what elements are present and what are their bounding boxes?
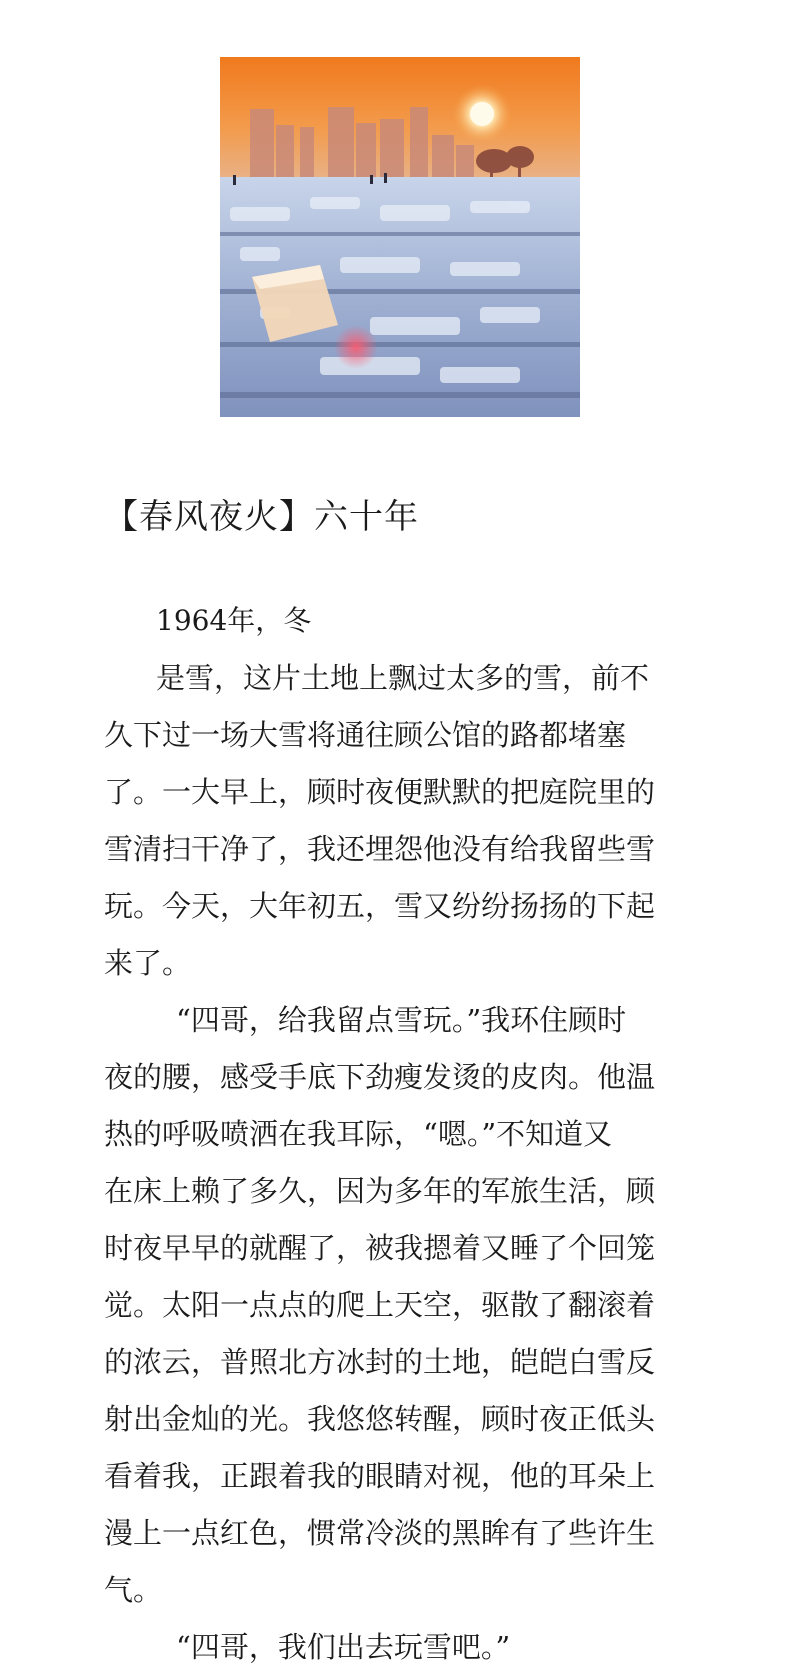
paragraph-line: “四哥，给我留点雪玩。”我环住顾时 <box>176 1003 627 1037</box>
paragraph-line: 来了。 <box>104 946 192 980</box>
paragraph-line: 在床上赖了多久，因为多年的军旅生活，顾 <box>104 1174 656 1208</box>
paragraph-line: 热的呼吸喷洒在我耳际，“嗯。”不知道又 <box>104 1117 613 1151</box>
paragraph-line: 久下过一场大雪将通往顾公馆的路都堵塞 <box>104 718 627 752</box>
paragraph-line: “四哥，我们出去玩雪吧。” <box>176 1630 511 1664</box>
paragraph-line: 气。 <box>104 1573 163 1607</box>
lens-flare <box>334 325 378 369</box>
paragraph-line: 觉。太阳一点点的爬上天空，驱散了翻滚着 <box>104 1288 656 1322</box>
cover-photo-illustration <box>220 57 580 417</box>
paragraph-line: 漫上一点红色，惯常冷淡的黑眸有了些许生 <box>104 1516 656 1550</box>
paragraph-line: 是雪，这片土地上飘过太多的雪，前不 <box>156 661 650 695</box>
paragraph-line: 夜的腰，感受手底下劲瘦发烫的皮肉。他温 <box>104 1060 656 1094</box>
article-date: 1964年，冬 <box>156 604 312 637</box>
article-body <box>104 650 704 1676</box>
cover-image <box>220 57 580 417</box>
paragraph-line: 的浓云，普照北方冰封的土地，皑皑白雪反 <box>104 1345 656 1379</box>
paragraph-line: 了。一大早上，顾时夜便默默的把庭院里的 <box>104 775 656 809</box>
paragraph-line: 射出金灿的光。我悠悠转醒，顾时夜正低头 <box>104 1402 656 1436</box>
paragraph-line: 雪清扫干净了，我还埋怨他没有给我留些雪 <box>104 832 656 866</box>
article-title: 【春风夜火】六十年 <box>104 497 419 537</box>
paragraph-line: 看着我，正跟着我的眼睛对视，他的耳朵上 <box>104 1459 656 1493</box>
paragraph-line: 时夜早早的就醒了，被我摁着又睡了个回笼 <box>104 1231 656 1265</box>
paragraph-line: 玩。今天，大年初五，雪又纷纷扬扬的下起 <box>104 889 656 923</box>
